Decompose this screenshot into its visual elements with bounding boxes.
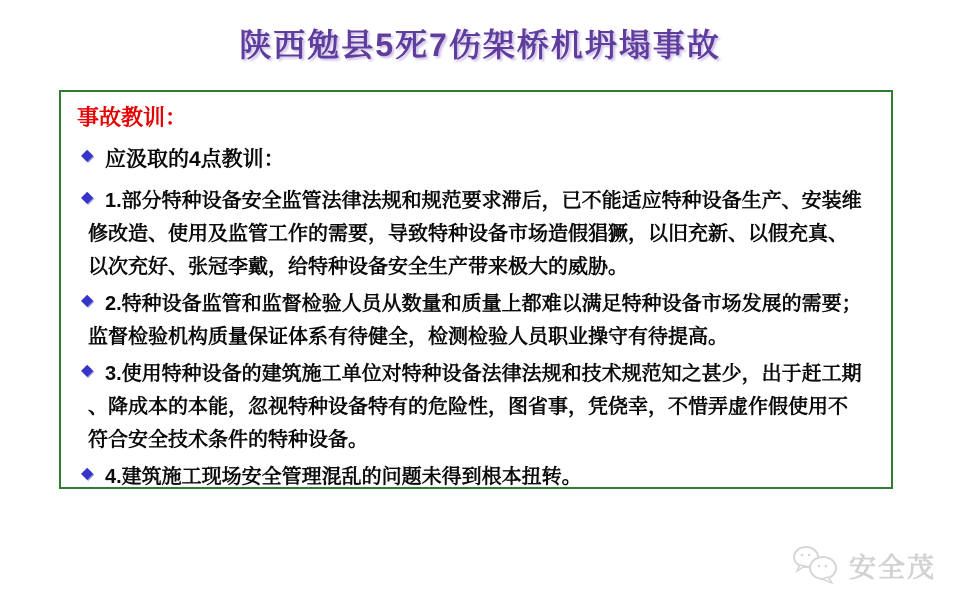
bullet-content	[75, 358, 879, 457]
bullet-line: 以次充好、张冠李戴，给特种设备安全生产带来极大的威胁。	[88, 256, 628, 278]
bullet-content	[75, 185, 879, 284]
chat-bubbles-icon	[792, 545, 842, 585]
bullet-line: 符合安全技术条件的特种设备。	[88, 429, 368, 451]
section-heading: 事故教训：	[77, 105, 188, 130]
diamond-bullet-icon: ◆	[81, 189, 94, 206]
bullet-line: 应汲取的4点教训：	[105, 148, 285, 171]
diamond-bullet-icon: ◆	[81, 465, 94, 482]
lessons-panel	[59, 90, 893, 489]
bullet-line: 4.建筑施工现场安全管理混乱的问题未得到根本扭转。	[105, 466, 582, 488]
page-title: 陕西勉县5死7伤架桥机坍塌事故	[239, 27, 721, 63]
list-item-2	[75, 288, 879, 354]
diamond-bullet-icon: ◆	[81, 292, 94, 309]
bullet-line: 2.特种设备监管和监督检验人员从数量和质量上都难以满足特种设备市场发展的需要；	[105, 293, 862, 315]
diamond-bullet-icon: ◆	[81, 147, 94, 164]
list-item-4	[75, 461, 879, 494]
bullet-line: 监督检验机构质量保证体系有待健全，检测检验人员职业操守有待提高。	[88, 326, 728, 348]
watermark	[792, 545, 936, 585]
watermark-label: 安全茂	[849, 552, 936, 583]
bullet-content	[75, 288, 879, 354]
bullet-line: 3.使用特种设备的建筑施工单位对特种设备法律法规和技术规范知之甚少，出于赶工期	[105, 363, 862, 385]
diamond-bullet-icon: ◆	[81, 362, 94, 379]
list-item-3	[75, 358, 879, 457]
list-item-intro	[75, 143, 879, 176]
bullet-content	[75, 143, 879, 176]
list-item-1	[75, 185, 879, 284]
bullet-content	[75, 461, 879, 494]
bullet-line: 、降成本的本能，忽视特种设备特有的危险性，图省事，凭侥幸，不惜弄虚作假使用不	[88, 396, 848, 418]
bullet-line: 1.部分特种设备安全监管法律法规和规范要求滞后，已不能适应特种设备生产、安装维	[105, 190, 862, 212]
bullet-line: 修改造、使用及监管工作的需要，导致特种设备市场造假猖獗，以旧充新、以假充真、	[88, 223, 848, 245]
